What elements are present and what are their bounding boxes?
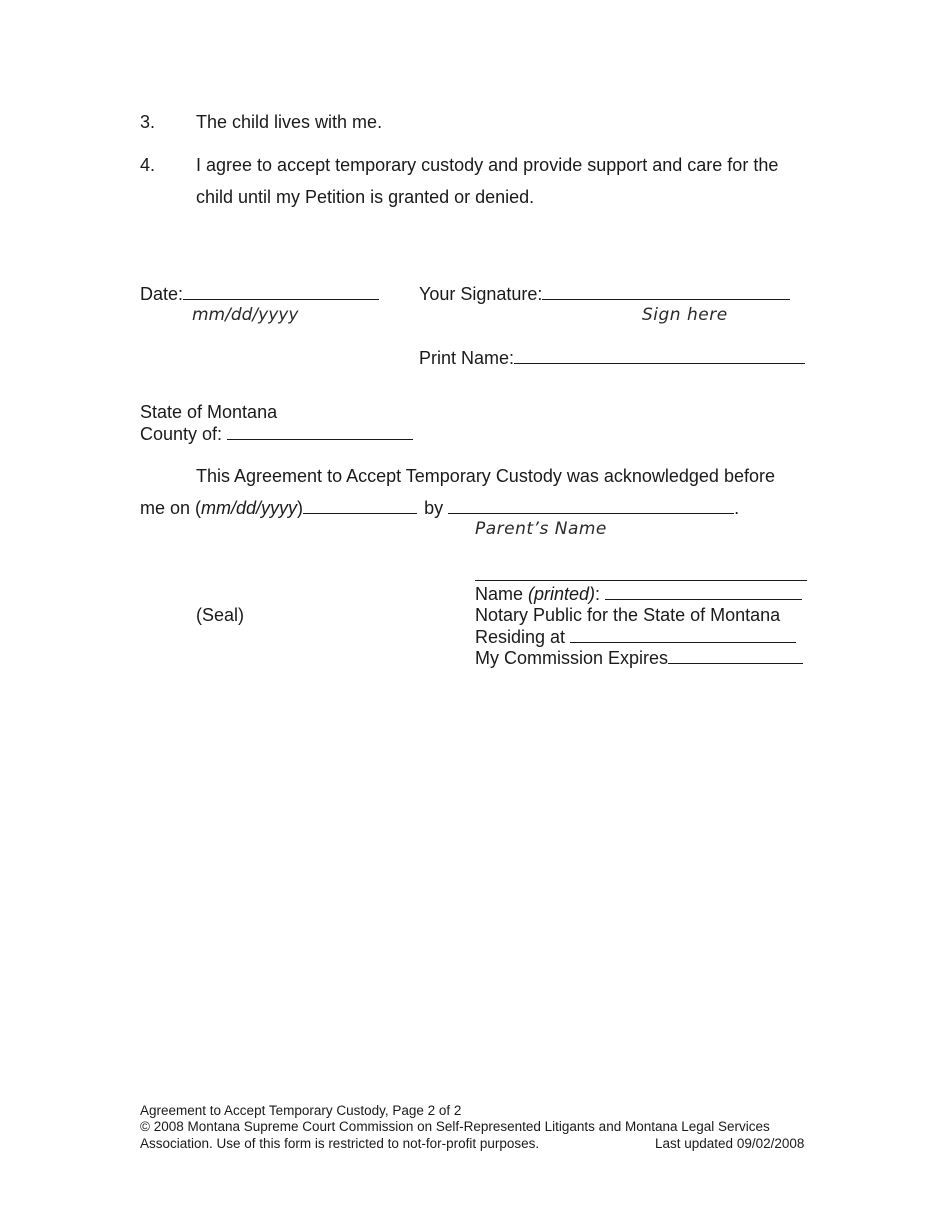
- date-format-inline: mm/dd/yyyy: [201, 498, 298, 518]
- residing-label: Residing at: [475, 627, 566, 647]
- by-text: by: [424, 498, 444, 518]
- notary-name-colon: :: [595, 584, 601, 604]
- date-format-hint: mm/dd/yyyy: [192, 305, 299, 325]
- notary-name-printed: (printed): [528, 584, 596, 604]
- notary-name-field-row: [475, 584, 802, 605]
- commission-label: My Commission Expires: [475, 648, 669, 668]
- commission-field-row: [475, 648, 803, 669]
- item-4-number: 4.: [140, 155, 156, 175]
- acknowledgment-line-1: This Agreement to Accept Temporary Custody was acknowledged before: [196, 466, 775, 486]
- residing-field-row: [475, 627, 796, 648]
- parent-name-hint: Parent’s Name: [475, 519, 607, 539]
- residing-input-line[interactable]: [570, 627, 796, 643]
- print-name-label: Print Name:: [419, 348, 515, 368]
- acknowledgment-line-2: [140, 498, 739, 519]
- county-field-row: [140, 424, 413, 445]
- period: .: [734, 498, 740, 518]
- commission-input-line[interactable]: [668, 648, 803, 664]
- signature-hint: Sign here: [642, 305, 728, 325]
- signature-field-row: [419, 284, 790, 305]
- date-field-row: [140, 284, 379, 305]
- county-label: County of:: [140, 424, 223, 444]
- signature-input-line[interactable]: [542, 284, 790, 300]
- item-3-text: The child lives with me.: [196, 112, 383, 132]
- state-line: State of Montana: [140, 402, 278, 422]
- acknowledgment-date-input-line[interactable]: [303, 498, 417, 514]
- item-4-line-1: I agree to accept temporary custody and provide support and care for the: [196, 155, 779, 175]
- me-on-text: me on (: [140, 498, 202, 518]
- signature-label: Your Signature:: [419, 284, 543, 304]
- footer-updated: Last updated 09/02/2008: [655, 1136, 805, 1151]
- notary-signature-line[interactable]: [475, 580, 807, 581]
- date-label: Date:: [140, 284, 184, 304]
- close-paren: ): [297, 498, 304, 518]
- notary-title: Notary Public for the State of Montana: [475, 605, 781, 625]
- item-3-number: 3.: [140, 112, 156, 132]
- item-4-line-2: child until my Petition is granted or denied.: [196, 187, 535, 207]
- footer-page-label: Agreement to Accept Temporary Custody, Page 2 of 2: [140, 1103, 462, 1118]
- print-name-input-line[interactable]: [514, 348, 805, 364]
- print-name-field-row: [419, 348, 805, 369]
- county-input-line[interactable]: [227, 424, 413, 440]
- notary-name-input-line[interactable]: [605, 584, 802, 600]
- date-input-line[interactable]: [183, 284, 379, 300]
- parent-name-input-line[interactable]: [448, 498, 734, 514]
- footer-usage: Association. Use of this form is restricted to not-for-profit purposes.: [140, 1136, 540, 1151]
- seal-label: (Seal): [196, 605, 245, 625]
- notary-name-label: Name: [475, 584, 529, 604]
- footer-copyright: © 2008 Montana Supreme Court Commission on Self-Represented Litigants and Montana Legal Services: [140, 1119, 770, 1134]
